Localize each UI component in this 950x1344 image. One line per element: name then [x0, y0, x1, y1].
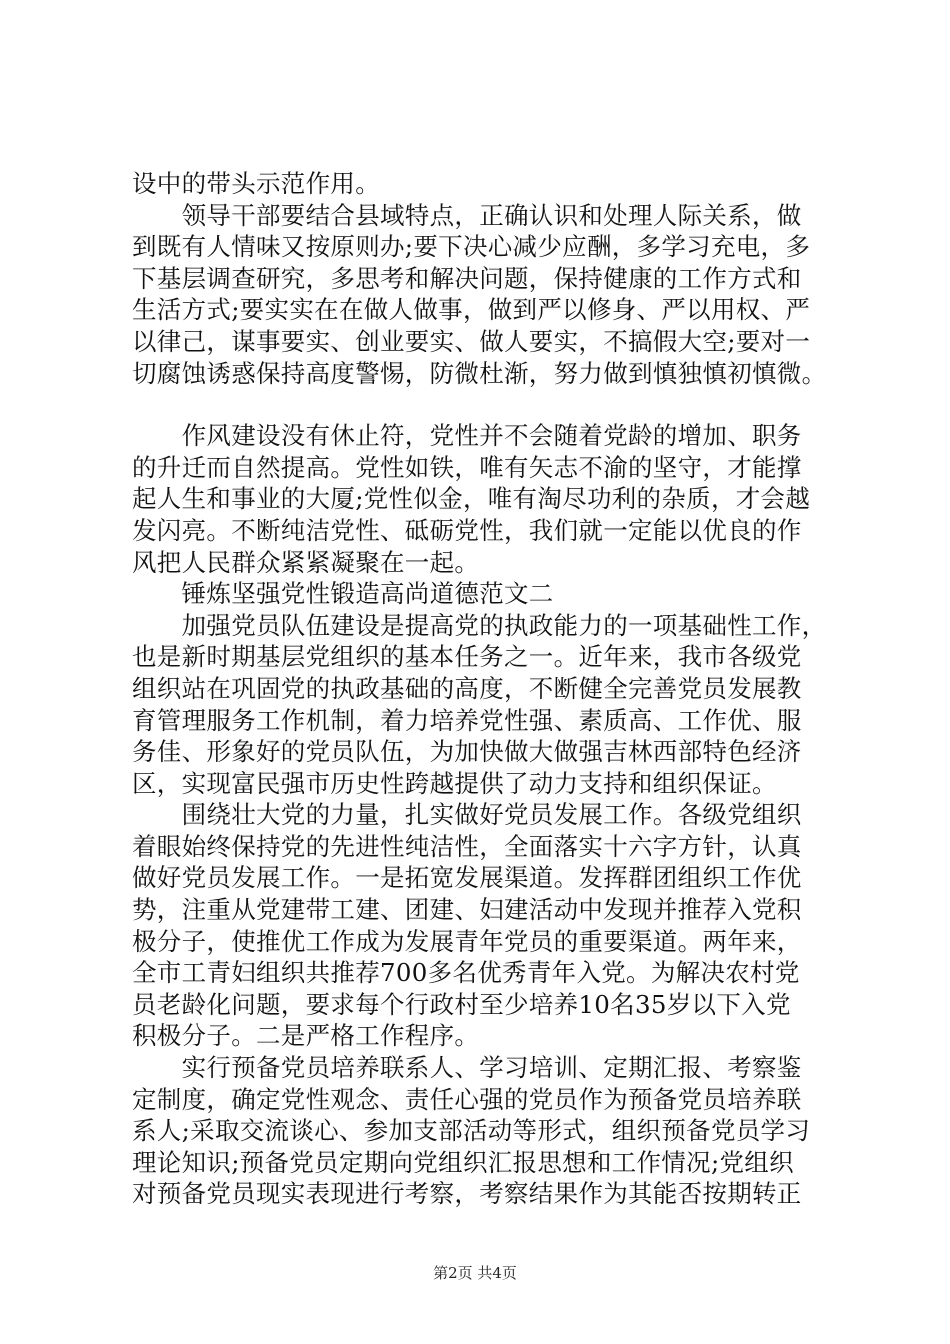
paragraph-line: 对预备党员现实表现进行考察，考察结果作为其能否按期转正: [132, 1179, 802, 1209]
paragraph-line: 理论知识;预备党员定期向党组织汇报思想和工作情况;党组织: [132, 1147, 794, 1177]
paragraph-line: 着眼始终保持党的先进性纯洁性，全面落实十六字方针，认真: [132, 831, 802, 861]
paragraph-spacer: [132, 389, 832, 420]
document-body: [132, 168, 832, 1210]
paragraph-line: 也是新时期基层党组织的基本任务之一。近年来，我市各级党: [132, 642, 802, 672]
paragraph: [132, 610, 832, 800]
paragraph-line: 设中的带头示范作用。: [132, 169, 380, 198]
paragraph-line: 做好党员发展工作。一是拓宽发展渠道。发挥群团组织工作优: [132, 863, 802, 893]
paragraph-line: 组织站在巩固党的执政基础的高度，不断健全完善党员发展教: [132, 673, 802, 703]
paragraph: [132, 420, 832, 578]
paragraph-line: 锤炼坚强党性锻造高尚道德范文二: [132, 579, 554, 609]
paragraph-line: 区，实现富民强市历史性跨越提供了动力支持和组织保证。: [132, 768, 777, 798]
paragraph-line: 的升迁而自然提高。党性如铁，唯有矢志不渝的坚守，才能撑: [132, 452, 802, 482]
paragraph-line: 到既有人情味又按原则办;要下决心减少应酬，多学习充电，多: [132, 232, 811, 262]
paragraph-line: 下基层调查研究，多思考和解决问题，保持健康的工作方式和: [132, 263, 802, 293]
paragraph-line: 务佳、形象好的党员队伍，为加快做大做强吉林西部特色经济: [132, 737, 802, 767]
paragraph-line: 积极分子。二是严格工作程序。: [132, 1021, 480, 1051]
paragraph: [132, 200, 832, 390]
page-number-footer: 第2页 共4页: [433, 1264, 517, 1282]
paragraph-line: 定制度，确定党性观念、责任心强的党员作为预备党员培养联: [132, 1084, 802, 1114]
paragraph: [132, 1052, 832, 1210]
paragraph-line: 领导干部要结合县域特点，正确认识和处理人际关系，做: [132, 200, 802, 230]
paragraph-line: 发闪亮。不断纯洁党性、砥砺党性，我们就一定能以优良的作: [132, 515, 802, 545]
paragraph-line: 极分子，使推优工作成为发展青年党员的重要渠道。两年来，: [132, 926, 802, 956]
paragraph-line: 势，注重从党建带工建、团建、妇建活动中发现并推荐入党积: [132, 895, 802, 925]
paragraph-line: 切腐蚀诱惑保持高度警惕，防微杜渐，努力做到慎独慎初慎微。: [132, 358, 827, 388]
paragraph-line: 育管理服务工作机制，着力培养党性强、素质高、工作优、服: [132, 705, 802, 735]
paragraph: [132, 168, 832, 200]
paragraph-line: 加强党员队伍建设是提高党的执政能力的一项基础性工作，: [132, 610, 827, 640]
paragraph-line: 以律己，谋事要实、创业要实、做人要实，不搞假大空;要对一: [132, 326, 811, 356]
paragraph: [132, 578, 832, 610]
paragraph-line: 员老龄化问题，要求每个行政村至少培养10名35岁以下入党: [132, 989, 791, 1019]
paragraph-line: 围绕壮大党的力量，扎实做好党员发展工作。各级党组织: [132, 800, 802, 830]
paragraph-line: 风把人民群众紧紧凝聚在一起。: [132, 547, 480, 577]
paragraph-line: 全市工青妇组织共推荐700多名优秀青年入党。为解决农村党: [132, 958, 800, 988]
paragraph-line: 系人;采取交流谈心、参加支部活动等形式，组织预备党员学习: [132, 1116, 811, 1146]
paragraph-line: 实行预备党员培养联系人、学习培训、定期汇报、考察鉴: [132, 1053, 802, 1083]
paragraph-line: 生活方式;要实实在在做人做事，做到严以修身、严以用权、严: [132, 295, 811, 325]
paragraph: [132, 799, 832, 1052]
paragraph-line: 起人生和事业的大厦;党性似金，唯有淘尽功利的杂质，才会越: [132, 484, 811, 514]
paragraph-line: 作风建设没有休止符，党性并不会随着党龄的增加、职务: [132, 421, 802, 451]
